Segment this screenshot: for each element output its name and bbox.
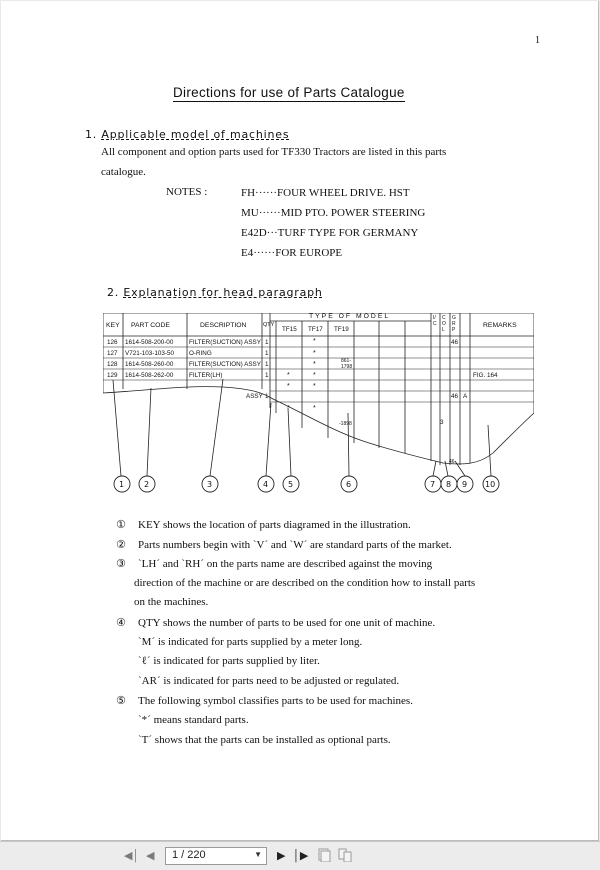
table-cell-key: 127 — [107, 350, 118, 357]
explanation-text: The following symbol classifies parts to be used for machines. — [138, 695, 413, 708]
explanation-text: Parts numbers begin with `V´ and `W´ are standard parts of the market. — [138, 538, 452, 551]
explanation-text: `ℓ´ is indicated for parts supplied by liter. — [138, 655, 320, 668]
table-cell-qty: 1 — [265, 361, 269, 368]
callout-number: 6 — [346, 480, 352, 489]
explanation-text: `*´ means standard parts. — [138, 713, 249, 726]
col-header-model: TF17 — [308, 326, 323, 333]
table-cell-remarks: FIG. 164 — [473, 372, 498, 379]
col-header-part-code: PART CODE — [131, 322, 170, 329]
page-number: 1 — [535, 35, 540, 46]
parts-table-illustration — [103, 313, 534, 503]
explanation-number: ④ — [116, 615, 126, 629]
col-header-col: COL — [442, 315, 446, 333]
explanation-text: `LH´ and `RH´ on the parts name are described against the moving — [138, 558, 433, 571]
table-mark: 3 — [440, 419, 444, 426]
explanation-text: QTY shows the number of parts to be used for one unit of machine. — [138, 616, 436, 629]
table-cell-key: 128 — [107, 361, 118, 368]
explanation-text: on the machines. — [134, 596, 209, 609]
callout-number: 9 — [462, 480, 468, 489]
asterisk-mark: * — [313, 338, 316, 345]
table-mark: 46 — [449, 459, 455, 465]
callout-number: 1 — [119, 480, 125, 489]
section-2-heading — [107, 286, 323, 299]
section-1-text-line2: catalogue. — [101, 166, 146, 178]
col-header-remarks: REMARKS — [483, 322, 517, 329]
first-page-icon[interactable]: ◀│ — [124, 850, 140, 862]
explanation-item — [116, 515, 475, 535]
explanation-item — [116, 574, 475, 594]
table-cell-key: 129 — [107, 372, 118, 379]
asterisk-mark: * — [313, 405, 316, 412]
asterisk-mark: * — [287, 383, 290, 390]
last-page-icon[interactable]: │▶ — [293, 850, 309, 862]
section-1-title: Applicable model of machines — [101, 128, 290, 141]
col-header-key: KEY — [106, 322, 120, 329]
explanation-item — [116, 593, 475, 613]
explanation-item — [116, 613, 475, 633]
table-cell-description: FILTER(SUCTION) ASSY — [189, 339, 261, 346]
explanation-text: `T´ shows that the parts can be installed as optional parts. — [138, 733, 391, 746]
section-1-number: 1. — [85, 128, 98, 141]
table-cell-col: 46 — [451, 339, 459, 346]
section-2-number: 2. — [107, 286, 120, 299]
viewer-toolbar — [0, 841, 600, 870]
table-cell-qty: 1 — [265, 350, 269, 357]
prev-page-icon[interactable]: ◀ — [146, 850, 155, 862]
explanation-number: ⑤ — [116, 694, 126, 708]
note-item: E42D···TURF TYPE FOR GERMANY — [241, 227, 419, 239]
table-mark: -1898 — [339, 421, 352, 427]
explanation-text: `AR´ is indicated for parts need to be adjusted or regulated. — [138, 674, 400, 687]
note-item: FH······FOUR WHEEL DRIVE. HST — [241, 187, 410, 199]
page-field-value: 1 / 220 — [172, 849, 206, 861]
table-cell-part-code: 1614-508-262-00 — [125, 372, 174, 379]
two-page-view-icon[interactable] — [338, 848, 352, 862]
callout-number: 7 — [430, 480, 436, 489]
notes-label: NOTES : — [166, 186, 208, 198]
next-page-icon[interactable]: ▶ — [277, 850, 286, 862]
page-title: Directions for use of Parts Catalogue — [173, 85, 405, 100]
table-cell-part-code: 1614-508-260-00 — [125, 361, 174, 368]
callout-number: 4 — [263, 480, 269, 489]
callout-number: 5 — [288, 480, 294, 489]
chevron-down-icon[interactable]: ▼ — [254, 850, 262, 859]
section-1-text — [101, 142, 446, 182]
col-header-description: DESCRIPTION — [200, 322, 247, 329]
col-header-grp: GRP — [452, 315, 456, 333]
table-cell-description: ASSY — [246, 393, 263, 400]
col-header-qty: QTY — [263, 322, 275, 328]
table-cell-qty: 1 — [265, 339, 269, 346]
explanation-list — [116, 515, 475, 750]
explanation-item — [116, 731, 475, 751]
explanation-number: ① — [116, 518, 126, 531]
col-header-type-of-model: TYPE OF MODEL — [309, 313, 391, 320]
callout-number: 10 — [485, 480, 496, 489]
explanation-number: ② — [116, 537, 126, 551]
table-cell-description: FILTER(SUCTION) ASSY — [189, 361, 261, 368]
table-cell-description: FILTER(LH) — [189, 372, 223, 379]
table-cell-key: 126 — [107, 339, 118, 346]
table-cell-qty: 1 — [265, 393, 269, 400]
asterisk-mark: * — [313, 361, 316, 368]
document-page — [1, 1, 599, 841]
asterisk-mark: * — [287, 372, 290, 379]
table-cell-qty: 1 — [265, 372, 269, 379]
explanation-number: ③ — [116, 557, 126, 571]
table-cell-col: 46 — [451, 393, 459, 400]
col-header-model: TF19 — [334, 326, 349, 333]
asterisk-mark: * — [287, 405, 290, 412]
asterisk-mark: * — [313, 383, 316, 390]
section-2-title: Explanation for head paragraph — [123, 286, 323, 299]
explanation-item — [116, 691, 475, 711]
callout-number: 2 — [144, 480, 150, 489]
explanation-item — [116, 554, 475, 574]
explanation-item — [116, 633, 475, 653]
col-header-ic: I/C — [433, 315, 437, 327]
asterisk-mark: * — [313, 350, 316, 357]
table-cell-serial: 861-1798 — [341, 358, 353, 370]
single-page-view-icon[interactable] — [317, 848, 331, 862]
asterisk-mark: * — [313, 372, 316, 379]
table-cell-description: O-RING — [189, 350, 212, 357]
explanation-item — [116, 711, 475, 731]
note-item: E4······FOR EUROPE — [241, 247, 343, 259]
explanation-item — [116, 672, 475, 692]
col-header-model: TF15 — [282, 326, 297, 333]
callout-number: 8 — [446, 480, 452, 489]
page-selector[interactable] — [165, 847, 267, 865]
notes-list — [241, 183, 425, 263]
table-cell-part-code: 1614-508-200-00 — [125, 339, 174, 346]
table-cell-grp: A — [463, 393, 468, 400]
explanation-text: `M´ is indicated for parts supplied by a meter long. — [138, 635, 363, 648]
explanation-item — [116, 535, 475, 555]
callout-number: 3 — [207, 480, 213, 489]
section-1-text-line1: All component and option parts used for TF330 Tractors are listed in this parts — [101, 146, 447, 158]
explanation-text: KEY shows the location of parts diagramed in the illustration. — [138, 519, 411, 531]
note-item: MU······MID PTO. POWER STEERING — [241, 207, 426, 219]
explanation-text: direction of the machine or are described on the condition how to install parts — [134, 576, 476, 589]
table-cell-part-code: V721-103-103-50 — [125, 350, 175, 357]
section-1-heading — [85, 128, 289, 141]
explanation-item — [116, 652, 475, 672]
